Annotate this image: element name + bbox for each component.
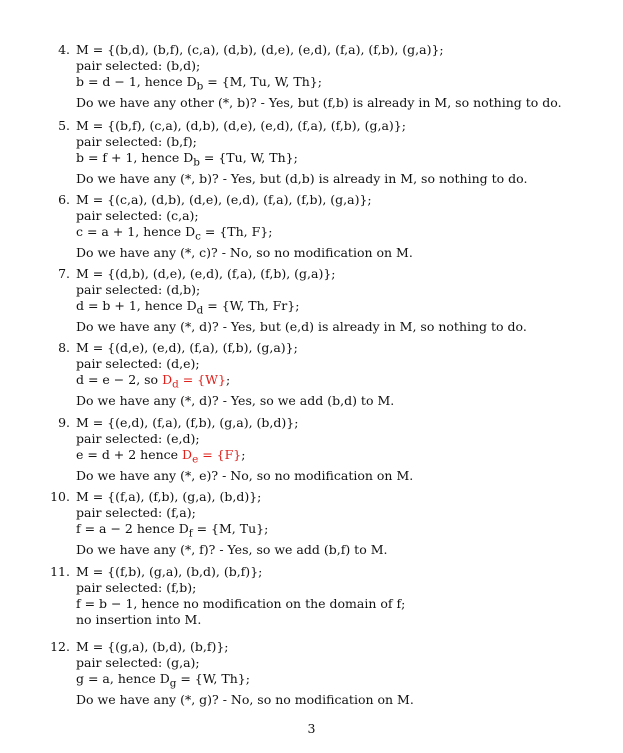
pair-selected: pair selected: (g,a); <box>76 655 200 670</box>
step-number: 6. <box>58 192 70 207</box>
step-number: 11. <box>50 564 70 579</box>
set-m: M = {(f,a), (f,b), (g,a), (b,d)}; <box>76 489 262 504</box>
step-number: 4. <box>58 42 70 57</box>
question-line: Do we have any (*, d)? - Yes, but (e,d) is already in M, so nothing to do. <box>76 318 527 334</box>
step-10 <box>46 489 606 558</box>
pair-selected: pair selected: (f,b); <box>76 580 197 595</box>
question-line: Do we have any (*, g)? - No, so no modification on M. <box>76 691 414 707</box>
step-number: 8. <box>58 340 70 355</box>
step-11 <box>46 564 606 628</box>
step-8 <box>46 340 606 409</box>
set-m: M = {(b,f), (c,a), (d,b), (d,e), (e,d), (f,a), (f,b), (g,a)}; <box>76 118 406 133</box>
page-number: 3 <box>307 721 316 736</box>
domain-update: b = d − 1, hence $D_b = \{M$, Tu, W, Th}; <box>76 74 322 93</box>
domain-update: e = d + 2 hence $D_e = \{F\}$; <box>76 447 246 466</box>
pair-selected: pair selected: (f,a); <box>76 505 196 520</box>
question-line: Do we have any (*, b)? - Yes, but (d,b) is already in M, so nothing to do. <box>76 170 528 186</box>
pair-selected: pair selected: (c,a); <box>76 208 199 223</box>
pair-selected: pair selected: (d,b); <box>76 282 201 297</box>
domain-update: b = f + 1, hence $D_b = \{Tu$, W, Th}; <box>76 150 298 169</box>
domain-update: d = b + 1, hence $D_d = \{W$, Th, Fr}; <box>76 298 300 317</box>
step-6 <box>46 192 606 261</box>
step-12 <box>46 639 606 708</box>
domain-update: f = b − 1, hence no modification on the domain of f; <box>76 596 406 611</box>
step-number: 12. <box>50 639 70 654</box>
question-line: Do we have any (*, f)? - Yes, so we add (b,f) to M. <box>76 541 388 557</box>
question-line: Do we have any (*, d)? - Yes, so we add (b,d) to M. <box>76 392 395 408</box>
highlighted-domain: $D_e = \{F\}$ <box>182 447 242 466</box>
question-line: no insertion into M. <box>76 612 202 627</box>
step-5 <box>46 118 606 187</box>
domain-update: c = a + 1, hence $D_c = \{Th$, F}; <box>76 224 273 243</box>
step-number: 7. <box>58 266 70 281</box>
step-4 <box>46 42 606 111</box>
domain-update: d = e − 2, so $D_d = \{W\}$; <box>76 372 231 391</box>
step-7 <box>46 266 606 335</box>
set-m: M = {(d,e), (e,d), (f,a), (f,b), (g,a)}; <box>76 340 298 355</box>
set-m: M = {(f,b), (g,a), (b,d), (b,f)}; <box>76 564 263 579</box>
question-line: Do we have any (*, e)? - No, so no modification on M. <box>76 467 414 483</box>
pair-selected: pair selected: (e,d); <box>76 431 200 446</box>
set-m: M = {(b,d), (b,f), (c,a), (d,b), (d,e), (e,d), (f,a), (f,b), (g,a)}; <box>76 42 444 57</box>
set-m: M = {(e,d), (f,a), (f,b), (g,a), (b,d)}; <box>76 415 299 430</box>
pair-selected: pair selected: (b,f); <box>76 134 197 149</box>
domain-update: f = a − 2 hence $D_f = \{M$, Tu}; <box>76 521 269 540</box>
domain-update: g = a, hence $D_g = \{W$, Th}; <box>76 671 250 690</box>
step-9 <box>46 415 606 484</box>
step-number: 5. <box>58 118 70 133</box>
pair-selected: pair selected: (d,e); <box>76 356 200 371</box>
question-line: Do we have any (*, c)? - No, so no modification on M. <box>76 244 413 260</box>
set-m: M = {(d,b), (d,e), (e,d), (f,a), (f,b), (g,a)}; <box>76 266 336 281</box>
step-number: 9. <box>58 415 70 430</box>
highlighted-domain: $D_d = \{W\}$ <box>162 372 226 391</box>
question-line: Do we have any other (*, b)? - Yes, but (f,b) is already in M, so nothing to do. <box>76 94 562 110</box>
set-m: M = {(g,a), (b,d), (b,f)}; <box>76 639 229 654</box>
set-m: M = {(c,a), (d,b), (d,e), (e,d), (f,a), (f,b), (g,a)}; <box>76 192 372 207</box>
step-number: 10. <box>50 489 70 504</box>
pair-selected: pair selected: (b,d); <box>76 58 201 73</box>
